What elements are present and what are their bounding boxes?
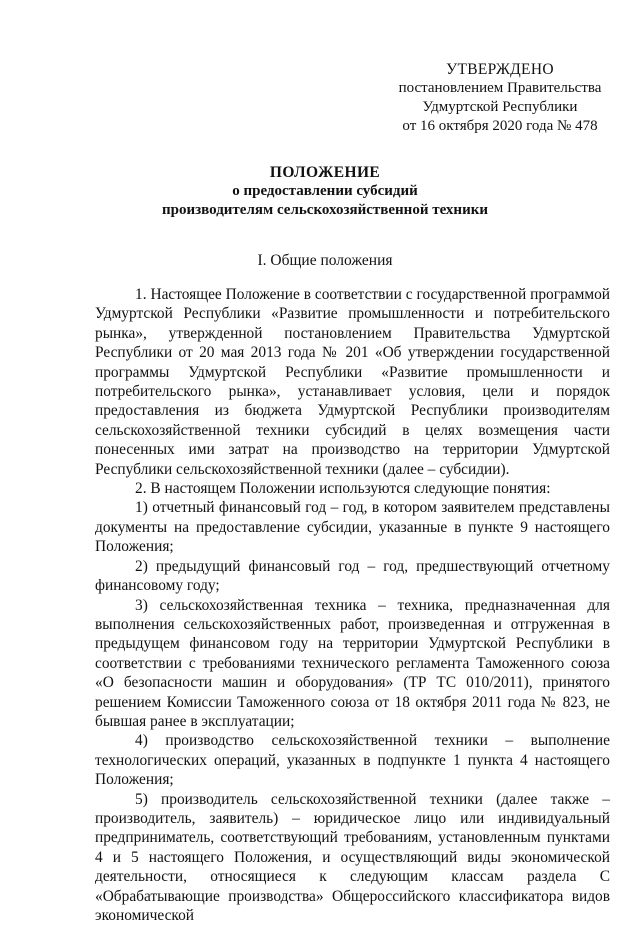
paragraph-definition-5: 5) производитель сельскохозяйственной техники (далее также – производитель, заявитель) – юридическое лицо или индивидуальный предприниматель, соответствующий требованиям, установленным пунктами 4 и 5 настоящего Положения, и осуществляющий виды экономической деятельности, относящиеся к следующим классам раздела С «Обрабатывающие производства» Общероссийского классификатора видов экономической <box>95 790 610 924</box>
approval-line-republic: Удмуртской Республики <box>422 99 578 115</box>
paragraph-definition-4: 4) производство сельскохозяйственной техники – выполнение технологических операций, указанных в подпункте 1 пункта 4 настоящего Положения; <box>95 732 610 789</box>
document-title <box>100 163 550 220</box>
document-body <box>95 285 610 925</box>
approval-line-date-number: от 16 октября 2020 года № 478 <box>402 118 598 134</box>
paragraph-definition-2: 2) предыдущий финансовый год – год, предшествующий отчетному финансовому году; <box>95 557 610 595</box>
approval-heading: УТВЕРЖДЕНО <box>446 61 554 78</box>
approval-line-authority: постановлением Правительства <box>398 80 602 96</box>
document-title-recipients: производителям сельскохозяйственной техники <box>161 202 489 218</box>
section-heading: I. Общие положения <box>257 252 393 269</box>
approval-stamp <box>380 60 620 136</box>
paragraph-definition-1: 1) отчетный финансовый год – год, в котором заявителем представлены документы на предоставление субсидии, указанные в пункте 9 настоящего Положения; <box>95 499 610 556</box>
paragraph-1: 1. Настоящее Положение в соответствии с государственной программой Удмуртской Республики «Развитие промышленности и потребительского рынка», утвержденной постановлением Правительства Удмуртской Республики от 20 мая 2013 года № 201 «Об утверждении государственной программы Удмуртской Республики «Развитие промышленности и потребительского рынка», устанавливает условия, цели и порядок предоставления из бюджета Удмуртской Республики производителям сельскохозяйственной техники субсидий в целях возмещения части понесенных ими затрат на производство на территории Удмуртской Республики сельскохозяйственной техники (далее – субсидии). <box>95 286 610 478</box>
paragraph-2: 2. В настоящем Положении используются следующие понятия: <box>135 480 551 498</box>
paragraph-definition-3: 3) сельскохозяйственная техника – техника, предназначенная для выполнения сельскохозяйственных работ, произведенная и отгруженная в предыдущем финансовом году на территории Удмуртской Республики в соответствии с требованиями технического регламента Таможенного союза «О безопасности машин и оборудования» (ТР ТС 010/2011), принятого решением Комиссии Таможенного союза от 18 октября 2011 года № 823, не бывшая ранее в эксплуатации; <box>95 596 610 730</box>
document-title-subject: о предоставлении субсидий <box>232 183 418 199</box>
document-title-main: ПОЛОЖЕНИЕ <box>269 164 381 181</box>
